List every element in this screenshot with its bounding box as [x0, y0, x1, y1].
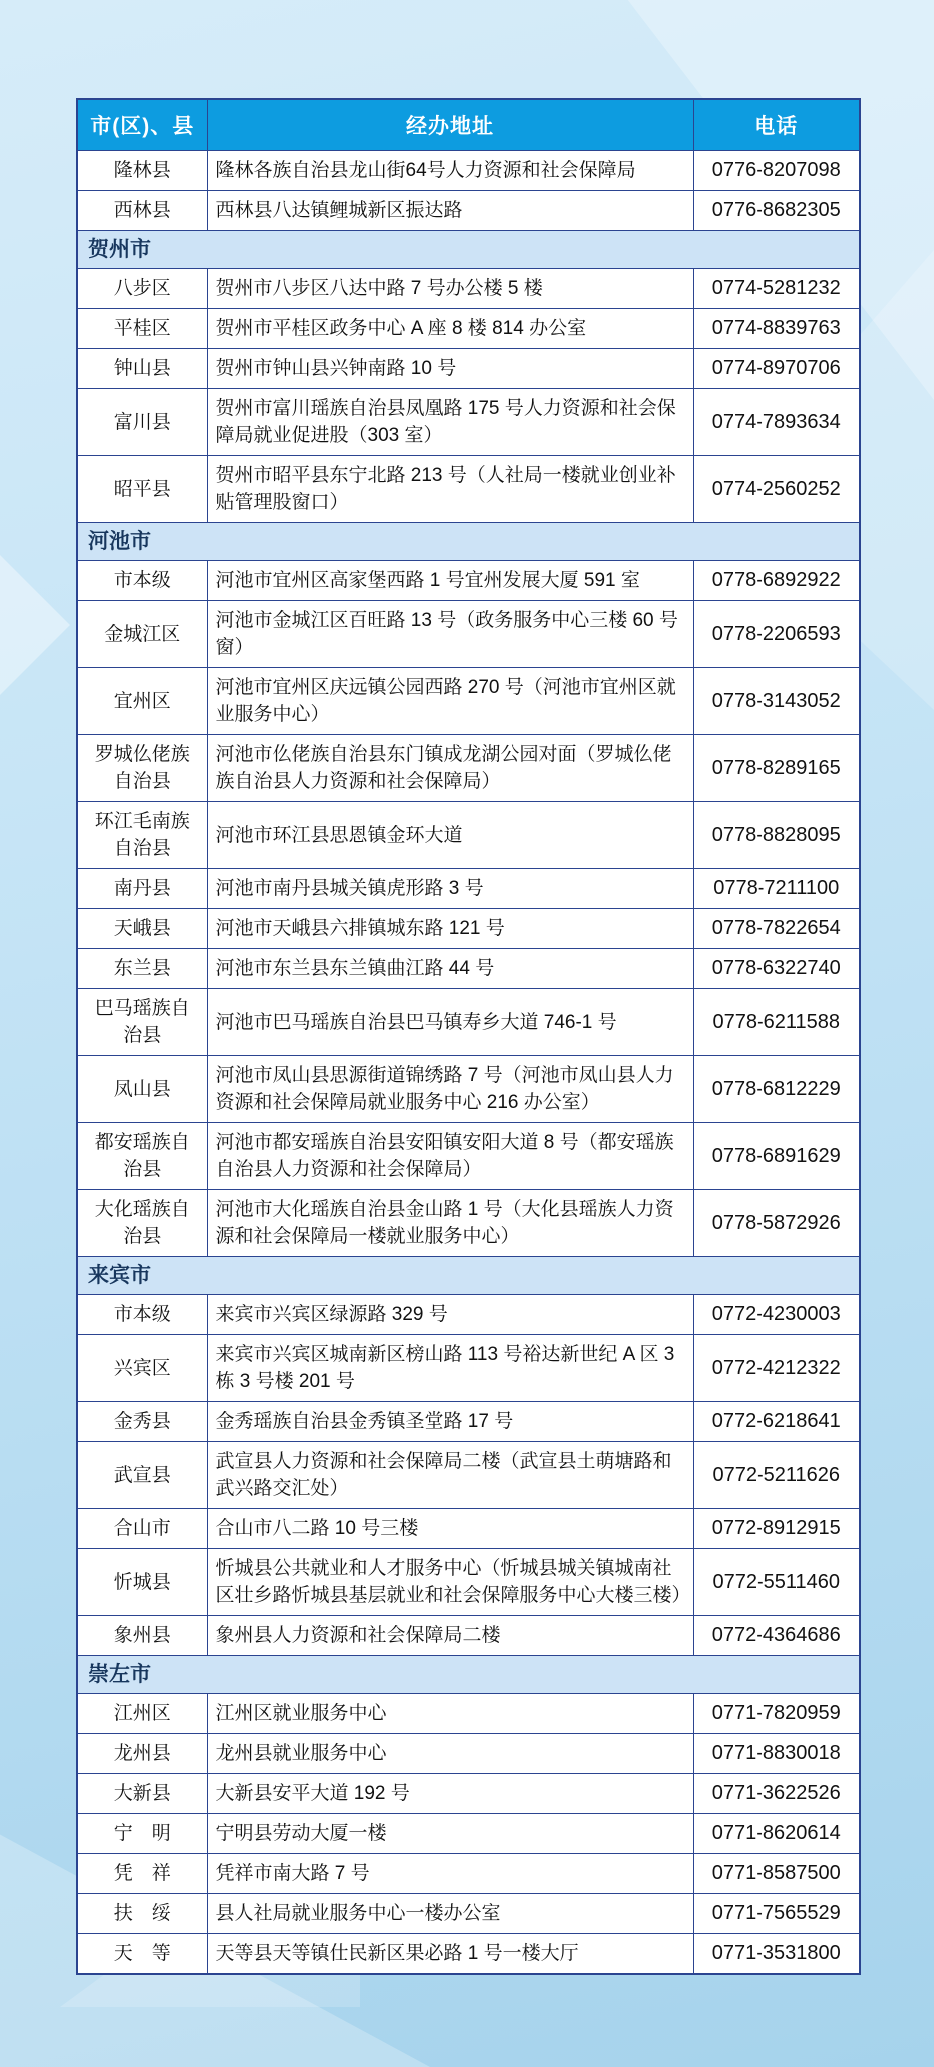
phone-cell: 0771-3531800 — [693, 1934, 860, 1975]
phone-cell: 0776-8682305 — [693, 191, 860, 231]
section-row — [77, 523, 860, 561]
table-row — [77, 269, 860, 309]
county-cell: 天 等 — [77, 1934, 207, 1975]
phone-cell: 0771-3622526 — [693, 1774, 860, 1814]
table-row — [77, 1190, 860, 1257]
table-row — [77, 191, 860, 231]
county-cell: 平桂区 — [77, 309, 207, 349]
address-cell: 合山市八二路 10 号三楼 — [207, 1509, 693, 1549]
contact-table — [76, 98, 859, 1975]
header-county: 市(区)、县 — [77, 99, 207, 151]
address-cell: 河池市天峨县六排镇城东路 121 号 — [207, 909, 693, 949]
table-row — [77, 601, 860, 668]
county-cell: 忻城县 — [77, 1549, 207, 1616]
phone-cell: 0778-5872926 — [693, 1190, 860, 1257]
address-cell: 河池市凤山县思源街道锦绣路 7 号（河池市凤山县人力资源和社会保障局就业服务中心 216 办公室） — [207, 1056, 693, 1123]
section-row — [77, 1257, 860, 1295]
county-cell: 合山市 — [77, 1509, 207, 1549]
phone-cell: 0772-8912915 — [693, 1509, 860, 1549]
phone-cell: 0778-3143052 — [693, 668, 860, 735]
county-cell: 金城江区 — [77, 601, 207, 668]
table-row — [77, 1934, 860, 1975]
county-cell: 金秀县 — [77, 1402, 207, 1442]
phone-cell: 0771-8620614 — [693, 1814, 860, 1854]
address-cell: 县人社局就业服务中心一楼办公室 — [207, 1894, 693, 1934]
header-row — [77, 99, 860, 151]
section-row — [77, 1656, 860, 1694]
phone-cell: 0778-8289165 — [693, 735, 860, 802]
county-cell: 南丹县 — [77, 869, 207, 909]
table-row — [77, 1056, 860, 1123]
address-cell: 河池市大化瑶族自治县金山路 1 号（大化县瑶族人力资源和社会保障局一楼就业服务中心） — [207, 1190, 693, 1257]
county-cell: 八步区 — [77, 269, 207, 309]
table-row — [77, 1123, 860, 1190]
county-cell: 巴马瑶族自治县 — [77, 989, 207, 1056]
county-cell: 龙州县 — [77, 1734, 207, 1774]
table-header — [77, 99, 860, 151]
table-row — [77, 309, 860, 349]
phone-cell: 0771-7565529 — [693, 1894, 860, 1934]
phone-cell: 0776-8207098 — [693, 151, 860, 191]
address-cell: 武宣县人力资源和社会保障局二楼（武宣县土萌塘路和武兴路交汇处） — [207, 1442, 693, 1509]
county-cell: 隆林县 — [77, 151, 207, 191]
table-row — [77, 151, 860, 191]
table-row — [77, 949, 860, 989]
phone-cell: 0778-6211588 — [693, 989, 860, 1056]
table-row — [77, 735, 860, 802]
phone-cell: 0778-2206593 — [693, 601, 860, 668]
address-cell: 象州县人力资源和社会保障局二楼 — [207, 1616, 693, 1656]
county-cell: 江州区 — [77, 1694, 207, 1734]
table-row — [77, 456, 860, 523]
county-cell: 钟山县 — [77, 349, 207, 389]
phone-cell: 0778-7211100 — [693, 869, 860, 909]
table-row — [77, 802, 860, 869]
address-cell: 来宾市兴宾区城南新区榜山路 113 号裕达新世纪 A 区 3 栋 3 号楼 201 号 — [207, 1335, 693, 1402]
phone-cell: 0772-5211626 — [693, 1442, 860, 1509]
address-cell: 隆林各族自治县龙山街64号人力资源和社会保障局 — [207, 151, 693, 191]
address-cell: 凭祥市南大路 7 号 — [207, 1854, 693, 1894]
county-cell: 宜州区 — [77, 668, 207, 735]
county-cell: 罗城仫佬族自治县 — [77, 735, 207, 802]
table-row — [77, 1854, 860, 1894]
county-cell: 富川县 — [77, 389, 207, 456]
county-cell: 东兰县 — [77, 949, 207, 989]
table-row — [77, 349, 860, 389]
background-triangle-left-edge — [0, 555, 70, 695]
phone-cell: 0772-4212322 — [693, 1335, 860, 1402]
address-cell: 忻城县公共就业和人才服务中心（忻城县城关镇城南社区壮乡路忻城县基层就业和社会保障服务中心大楼三楼） — [207, 1549, 693, 1616]
address-cell: 贺州市昭平县东宁北路 213 号（人社局一楼就业创业补贴管理股窗口） — [207, 456, 693, 523]
table-row — [77, 869, 860, 909]
address-cell: 河池市环江县思恩镇金环大道 — [207, 802, 693, 869]
address-cell: 河池市金城江区百旺路 13 号（政务服务中心三楼 60 号窗） — [207, 601, 693, 668]
phone-cell: 0778-6891629 — [693, 1123, 860, 1190]
phone-cell: 0778-8828095 — [693, 802, 860, 869]
section-label: 贺州市 — [77, 231, 860, 269]
address-cell: 西林县八达镇鲤城新区振达路 — [207, 191, 693, 231]
table-body — [77, 151, 860, 1975]
county-cell: 市本级 — [77, 1295, 207, 1335]
phone-cell: 0772-6218641 — [693, 1402, 860, 1442]
table-row — [77, 1616, 860, 1656]
service-locations-table — [76, 98, 861, 1975]
county-cell: 大新县 — [77, 1774, 207, 1814]
phone-cell: 0771-8830018 — [693, 1734, 860, 1774]
table-row — [77, 389, 860, 456]
county-cell: 象州县 — [77, 1616, 207, 1656]
phone-cell: 0778-6892922 — [693, 561, 860, 601]
phone-cell: 0771-7820959 — [693, 1694, 860, 1734]
phone-cell: 0774-7893634 — [693, 389, 860, 456]
phone-cell: 0771-8587500 — [693, 1854, 860, 1894]
table-row — [77, 1814, 860, 1854]
address-cell: 来宾市兴宾区绿源路 329 号 — [207, 1295, 693, 1335]
table-row — [77, 1402, 860, 1442]
phone-cell: 0774-2560252 — [693, 456, 860, 523]
address-cell: 河池市仫佬族自治县东门镇成龙湖公园对面（罗城仫佬族自治县人力资源和社会保障局） — [207, 735, 693, 802]
phone-cell: 0772-5511460 — [693, 1549, 860, 1616]
phone-cell: 0778-7822654 — [693, 909, 860, 949]
table-row — [77, 1694, 860, 1734]
county-cell: 都安瑶族自治县 — [77, 1123, 207, 1190]
county-cell: 市本级 — [77, 561, 207, 601]
table-row — [77, 1335, 860, 1402]
address-cell: 河池市宜州区高家堡西路 1 号宜州发展大厦 591 室 — [207, 561, 693, 601]
table-row — [77, 1442, 860, 1509]
phone-cell: 0774-8839763 — [693, 309, 860, 349]
table-row — [77, 909, 860, 949]
address-cell: 河池市东兰县东兰镇曲江路 44 号 — [207, 949, 693, 989]
address-cell: 贺州市平桂区政务中心 A 座 8 楼 814 办公室 — [207, 309, 693, 349]
table-row — [77, 1894, 860, 1934]
table-row — [77, 668, 860, 735]
table-row — [77, 989, 860, 1056]
section-row — [77, 231, 860, 269]
county-cell: 宁 明 — [77, 1814, 207, 1854]
phone-cell: 0772-4230003 — [693, 1295, 860, 1335]
county-cell: 凭 祥 — [77, 1854, 207, 1894]
county-cell: 西林县 — [77, 191, 207, 231]
address-cell: 大新县安平大道 192 号 — [207, 1774, 693, 1814]
county-cell: 昭平县 — [77, 456, 207, 523]
address-cell: 天等县天等镇仕民新区果必路 1 号一楼大厅 — [207, 1934, 693, 1975]
header-phone: 电话 — [693, 99, 860, 151]
address-cell: 宁明县劳动大厦一楼 — [207, 1814, 693, 1854]
table-row — [77, 1549, 860, 1616]
county-cell: 武宣县 — [77, 1442, 207, 1509]
section-label: 河池市 — [77, 523, 860, 561]
county-cell: 环江毛南族自治县 — [77, 802, 207, 869]
address-cell: 贺州市钟山县兴钟南路 10 号 — [207, 349, 693, 389]
county-cell: 大化瑶族自治县 — [77, 1190, 207, 1257]
header-address: 经办地址 — [207, 99, 693, 151]
section-label: 来宾市 — [77, 1257, 860, 1295]
table-row — [77, 1734, 860, 1774]
table-row — [77, 1774, 860, 1814]
phone-cell: 0774-8970706 — [693, 349, 860, 389]
address-cell: 龙州县就业服务中心 — [207, 1734, 693, 1774]
county-cell: 凤山县 — [77, 1056, 207, 1123]
table-row — [77, 1509, 860, 1549]
phone-cell: 0772-4364686 — [693, 1616, 860, 1656]
phone-cell: 0774-5281232 — [693, 269, 860, 309]
address-cell: 江州区就业服务中心 — [207, 1694, 693, 1734]
section-label: 崇左市 — [77, 1656, 860, 1694]
phone-cell: 0778-6812229 — [693, 1056, 860, 1123]
address-cell: 金秀瑶族自治县金秀镇圣堂路 17 号 — [207, 1402, 693, 1442]
county-cell: 扶 绥 — [77, 1894, 207, 1934]
address-cell: 河池市巴马瑶族自治县巴马镇寿乡大道 746-1 号 — [207, 989, 693, 1056]
county-cell: 天峨县 — [77, 909, 207, 949]
address-cell: 河池市宜州区庆远镇公园西路 270 号（河池市宜州区就业服务中心） — [207, 668, 693, 735]
address-cell: 河池市南丹县城关镇虎形路 3 号 — [207, 869, 693, 909]
table-row — [77, 561, 860, 601]
address-cell: 河池市都安瑶族自治县安阳镇安阳大道 8 号（都安瑶族自治县人力资源和社会保障局） — [207, 1123, 693, 1190]
phone-cell: 0778-6322740 — [693, 949, 860, 989]
address-cell: 贺州市富川瑶族自治县凤凰路 175 号人力资源和社会保障局就业促进股（303 室） — [207, 389, 693, 456]
county-cell: 兴宾区 — [77, 1335, 207, 1402]
address-cell: 贺州市八步区八达中路 7 号办公楼 5 楼 — [207, 269, 693, 309]
table-row — [77, 1295, 860, 1335]
